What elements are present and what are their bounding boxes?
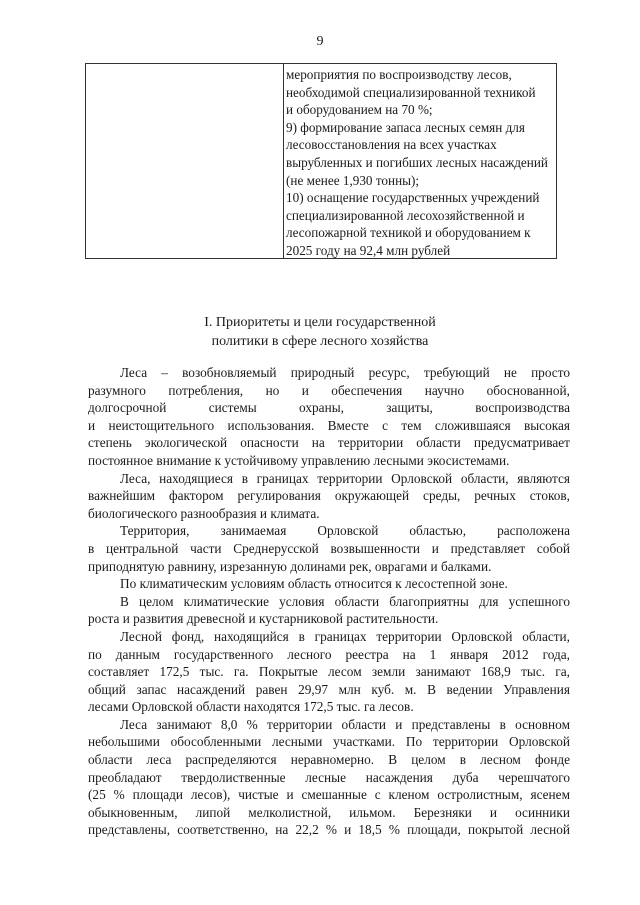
paragraph	[88, 522, 570, 575]
paragraph-line: лесами Орловской области находятся 172,5 тыс. га лесов.	[88, 699, 414, 715]
paragraph-line: долгосрочной системы охраны, защиты, воспроизводства	[88, 400, 570, 416]
paragraph-line: Леса – возобновляемый природный ресурс, требующий не просто	[120, 365, 570, 380]
table-cell-line: лесопожарной техникой и оборудованием к	[286, 225, 531, 241]
paragraph-line: области леса распределяются неравномерно. В целом в лесном фонде	[88, 752, 570, 768]
paragraph-line: Лесной фонд, находящийся в границах территории Орловской области,	[120, 628, 570, 644]
page-number: 9	[316, 34, 324, 49]
table-cell-line: 10) оснащение государственных учреждений	[286, 190, 540, 206]
table-cell-line: лесовосстановления на всех участках	[286, 137, 497, 153]
table-cell-line: необходимой специализированной техникой	[286, 84, 536, 100]
paragraph-line: степень экологической опасности на территории области предусматривает	[88, 435, 570, 451]
table-cell-line: и оборудованием на 70 %;	[286, 102, 433, 118]
paragraph-line: постоянное внимание к устойчивому управлению лесными экосистемами.	[88, 452, 510, 468]
table-right-cell	[286, 66, 556, 260]
paragraph-line: Территория, занимаемая Орловской областью, расположена	[120, 523, 570, 539]
paragraph	[88, 575, 570, 593]
paragraph-line: составляет 172,5 тыс. га. Покрытые лесом земли занимают 168,9 тыс. га,	[88, 664, 570, 680]
paragraph	[88, 364, 570, 470]
paragraph-line: Леса, находящиеся в границах территории Орловской области, являются	[120, 470, 570, 486]
paragraph-line: Леса занимают 8,0 % территории области и представлены в основном	[120, 716, 570, 732]
paragraph-line: биологического разнообразия и климата.	[88, 505, 320, 521]
section-heading-line-1: I. Приоритеты и цели государственной	[204, 315, 436, 330]
paragraph-line: в центральной части Среднерусской возвышенности и представляет собой	[88, 540, 570, 556]
paragraph-line: приподнятую равнину, изрезанную долинами рек, оврагами и балками.	[88, 558, 492, 574]
paragraph-line: роста и развития древесной и кустарниковой растительности.	[88, 611, 439, 627]
paragraph-line: (25 % площади лесов), чистые и смешанные с кленом остролистным, ясенем	[88, 787, 570, 803]
paragraph	[88, 628, 570, 716]
section-heading	[0, 313, 640, 351]
paragraph-line: представлены, соответственно, на 22,2 % и 18,5 % площади, покрытой лесной	[88, 822, 570, 838]
paragraph	[88, 470, 570, 523]
section-heading-line-2: политики в сфере лесного хозяйства	[211, 334, 429, 349]
table-left-cell	[86, 64, 284, 258]
paragraph-line: преобладают твердолиственные лесные насаждения дуба черешчатого	[88, 769, 570, 785]
paragraph	[88, 593, 570, 628]
continuation-table	[85, 63, 557, 259]
table-cell-line: 2025 году на 92,4 млн рублей	[286, 242, 451, 258]
body-text	[88, 364, 570, 839]
table-cell-line: специализированной лесохозяйственной и	[286, 207, 525, 223]
paragraph-line: обыкновенным, липой мелколистной, ильмом. Березняки и осинники	[88, 804, 570, 820]
paragraph-line: разумного потребления, но и обеспечения научно обоснованной,	[88, 382, 570, 398]
table-cell-line: (не менее 1,930 тонны);	[286, 172, 420, 188]
table-cell-line: 9) формирование запаса лесных семян для	[286, 119, 525, 135]
paragraph-line: общий запас насаждений равен 29,97 млн куб. м. В ведении Управления	[88, 681, 570, 697]
paragraph-line: В целом климатические условия области благоприятны для успешного	[120, 593, 570, 609]
paragraph-line: и неистощительного использования. Вместе с тем сложившаяся высокая	[88, 417, 570, 433]
paragraph-line: По климатическим условиям область относится к лесостепной зоне.	[120, 576, 508, 592]
paragraph-line: важнейшим фактором регулирования окружающей среды, речных стоков,	[88, 488, 570, 504]
paragraph-line: по данным государственного лесного реестра на 1 января 2012 года,	[88, 646, 570, 662]
paragraph	[88, 716, 570, 839]
table-cell-line: вырубленных и погибших лесных насаждений	[286, 154, 548, 170]
paragraph-line: небольшими обособленными лесными участками. По территории Орловской	[88, 734, 570, 750]
table-cell-line: мероприятия по воспроизводству лесов,	[286, 67, 512, 82]
